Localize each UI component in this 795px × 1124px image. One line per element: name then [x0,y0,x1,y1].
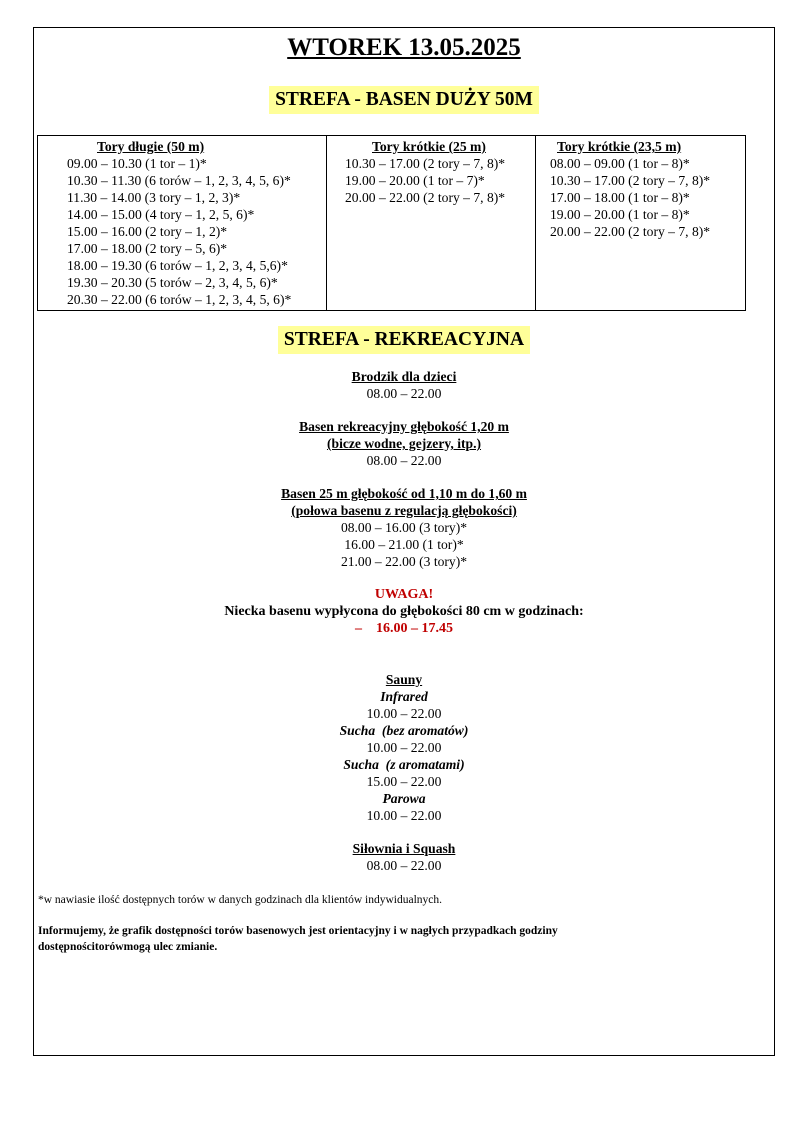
lanes-long-column [38,136,327,311]
recreation-section [34,368,774,874]
pool25-time: 21.00 – 22.00 (3 tory)* [340,554,468,569]
zone-large-label: STREFA - BASEN DUŻY 50M [269,86,539,114]
zone-rec-header [34,326,774,354]
list-item: 20.00 – 22.00 (2 tory – 7, 8)* [550,224,711,239]
sauna-name: Infrared [380,689,428,704]
sauna-name: Sucha (z aromatami) [343,757,465,772]
lanes-short235-list [536,155,745,240]
list-item: 20.30 – 22.00 (6 torów – 1, 2, 3, 4, 5, 6)* [67,292,292,307]
sauna-name: Parowa [382,791,426,806]
list-item: 20.00 – 22.00 (2 tory – 7, 8)* [345,190,506,205]
list-item: 10.30 – 11.30 (6 torów – 1, 2, 3, 4, 5, 6)* [67,173,291,188]
lanes-short235-heading: Tory krótkie (23,5 m) [557,139,682,154]
list-item: 10.30 – 17.00 (2 tory – 7, 8)* [345,156,506,171]
list-item: 11.30 – 14.00 (3 tory – 1, 2, 3)* [67,190,241,205]
lanes-table [37,135,746,311]
lanes-long-heading: Tory długie (50 m) [97,139,205,154]
gym-time: 08.00 – 22.00 [366,858,442,873]
lanes-long-list [38,155,326,308]
list-item: 19.30 – 20.30 (5 torów – 2, 3, 4, 5, 6)* [67,275,278,290]
rec-pool-title: Basen rekreacyjny głębokość 1,20 m [299,419,509,434]
saunas-title: Sauny [385,672,423,687]
warning-title: UWAGA! [374,587,434,602]
schedule-page [33,27,775,1056]
kids-pool-title: Brodzik dla dzieci [351,369,457,384]
gym-title: Siłownia i Squash [352,841,456,856]
footnote: *w nawiasie ilość dostępnych torów w danych godzinach dla klientów indywidualnych. [38,894,443,906]
list-item: 14.00 – 15.00 (4 tory – 1, 2, 5, 6)* [67,207,255,222]
list-item: 17.00 – 18.00 (1 tor – 8)* [550,190,690,205]
pool25-time: 08.00 – 16.00 (3 tory)* [340,520,468,535]
warning-time: – 16.00 – 17.45 [355,621,453,636]
kids-pool-time: 08.00 – 22.00 [366,386,442,401]
info-line-1: Informujemy, że grafik dostępności torów basenowych jest orientacyjny i w nagłych przypadkach godziny [38,925,558,937]
zone-rec-label: STREFA - REKREACYJNA [278,326,530,354]
list-item: 19.00 – 20.00 (1 tor – 7)* [345,173,485,188]
lanes-short25-column [327,136,536,311]
pool25-title: Basen 25 m głębokość od 1,10 m do 1,60 m [281,486,527,501]
info-line-2: dostępnościtorówmogą ulec zmianie. [38,941,218,953]
sauna-time: 10.00 – 22.00 [366,740,442,755]
pool25-subtitle: (połowa basenu z regulacją głębokości) [291,503,517,518]
pool25-time: 16.00 – 21.00 (1 tor)* [344,537,464,552]
rec-pool-subtitle: (bicze wodne, gejzery, itp.) [326,436,482,451]
list-item: 08.00 – 09.00 (1 tor – 8)* [550,156,690,171]
list-item: 15.00 – 16.00 (2 tory – 1, 2)* [67,224,228,239]
sauna-time: 10.00 – 22.00 [366,706,442,721]
sauna-name: Sucha (bez aromatów) [339,723,469,738]
lanes-short235-column [536,136,746,311]
list-item: 18.00 – 19.30 (6 torów – 1, 2, 3, 4, 5,6)* [67,258,288,273]
list-item: 09.00 – 10.30 (1 tor – 1)* [67,156,207,171]
lanes-short25-heading: Tory krótkie (25 m) [372,139,486,154]
list-item: 19.00 – 20.00 (1 tor – 8)* [550,207,690,222]
list-item: 17.00 – 18.00 (2 tory – 5, 6)* [67,241,228,256]
warning-text: Niecka basenu wypłycona do głębokości 80 cm w godzinach: [224,604,584,619]
list-item: 10.30 – 17.00 (2 tory – 7, 8)* [550,173,711,188]
rec-pool-time: 08.00 – 22.00 [366,453,442,468]
page-title: WTOREK 13.05.2025 [287,34,521,61]
lanes-short25-list [327,155,535,206]
zone-large-header [34,86,774,114]
sauna-time: 10.00 – 22.00 [366,808,442,823]
sauna-time: 15.00 – 22.00 [366,774,442,789]
